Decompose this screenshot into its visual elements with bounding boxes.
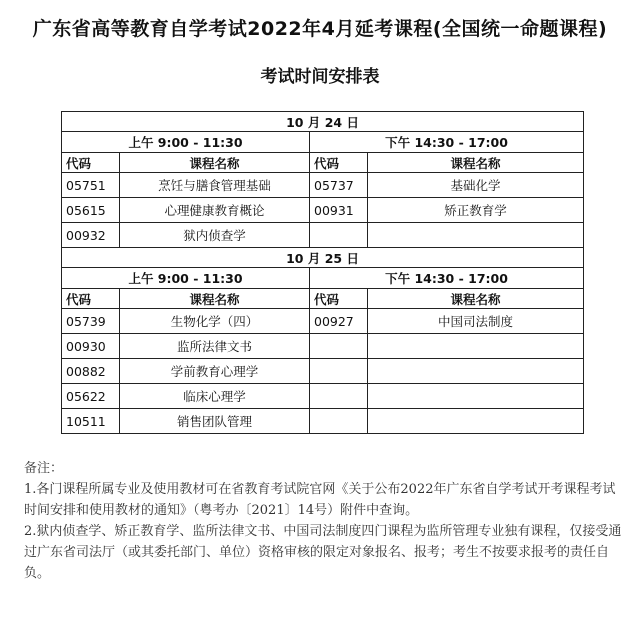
course-code: 00927 bbox=[310, 309, 368, 334]
date-row bbox=[62, 112, 584, 132]
afternoon-session-label: 下午 14:30 - 17:00 bbox=[310, 132, 584, 153]
course-name bbox=[368, 223, 584, 248]
table-row bbox=[62, 409, 584, 434]
header-row bbox=[62, 289, 584, 309]
course-name: 烹饪与膳食管理基础 bbox=[120, 173, 310, 198]
course-name-header: 课程名称 bbox=[120, 289, 310, 309]
code-header: 代码 bbox=[310, 289, 368, 309]
course-code: 10511 bbox=[62, 409, 120, 434]
course-code bbox=[310, 223, 368, 248]
document-title: 广东省高等教育自学考试2022年4月延考课程(全国统一命题课程) bbox=[32, 18, 608, 40]
afternoon-session-label: 下午 14:30 - 17:00 bbox=[310, 268, 584, 289]
table-row bbox=[62, 359, 584, 384]
course-code bbox=[310, 409, 368, 434]
exam-date: 10 月 24 日 bbox=[62, 112, 584, 132]
code-header: 代码 bbox=[62, 153, 120, 173]
course-name: 监所法律文书 bbox=[120, 334, 310, 359]
table-row bbox=[62, 173, 584, 198]
exam-date: 10 月 25 日 bbox=[62, 248, 584, 268]
notes-section bbox=[24, 458, 624, 584]
course-code: 05751 bbox=[62, 173, 120, 198]
course-code: 00932 bbox=[62, 223, 120, 248]
course-name: 狱内侦查学 bbox=[120, 223, 310, 248]
morning-session-label: 上午 9:00 - 11:30 bbox=[62, 268, 310, 289]
course-code bbox=[310, 334, 368, 359]
course-code: 00882 bbox=[62, 359, 120, 384]
course-name: 生物化学（四） bbox=[120, 309, 310, 334]
note-item-1: 1.各门课程所属专业及使用教材可在省教育考试院官网《关于公布2022年广东省自学考试开考课程考试时间安排和使用教材的通知》（粤考办〔2021〕14号）附件中查询。 bbox=[24, 482, 616, 518]
header-row bbox=[62, 153, 584, 173]
table-row bbox=[62, 384, 584, 409]
course-code: 05615 bbox=[62, 198, 120, 223]
course-code: 05622 bbox=[62, 384, 120, 409]
date-row bbox=[62, 248, 584, 268]
course-name: 销售团队管理 bbox=[120, 409, 310, 434]
course-code: 00931 bbox=[310, 198, 368, 223]
session-row bbox=[62, 132, 584, 153]
course-name bbox=[368, 359, 584, 384]
course-code bbox=[310, 384, 368, 409]
session-row bbox=[62, 268, 584, 289]
course-code: 00930 bbox=[62, 334, 120, 359]
course-name: 临床心理学 bbox=[120, 384, 310, 409]
course-name bbox=[368, 409, 584, 434]
course-code bbox=[310, 359, 368, 384]
code-header: 代码 bbox=[310, 153, 368, 173]
course-name: 基础化学 bbox=[368, 173, 584, 198]
exam-schedule-table bbox=[61, 111, 584, 434]
table-row bbox=[62, 198, 584, 223]
course-name: 中国司法制度 bbox=[368, 309, 584, 334]
course-name-header: 课程名称 bbox=[368, 153, 584, 173]
course-name: 矫正教育学 bbox=[368, 198, 584, 223]
code-header: 代码 bbox=[62, 289, 120, 309]
course-name-header: 课程名称 bbox=[368, 289, 584, 309]
table-row bbox=[62, 223, 584, 248]
course-name-header: 课程名称 bbox=[120, 153, 310, 173]
document-subtitle: 考试时间安排表 bbox=[260, 67, 380, 87]
course-code: 05737 bbox=[310, 173, 368, 198]
course-name: 学前教育心理学 bbox=[120, 359, 310, 384]
course-name: 心理健康教育概论 bbox=[120, 198, 310, 223]
notes-heading: 备注： bbox=[24, 461, 64, 476]
morning-session-label: 上午 9:00 - 11:30 bbox=[62, 132, 310, 153]
course-name bbox=[368, 334, 584, 359]
note-item-2: 2.狱内侦查学、矫正教育学、监所法律文书、中国司法制度四门课程为监所管理专业独有课程，仅接受通过广东省司法厅（或其委托部门、单位）资格审核的限定对象报名、报考；考生不按要求报考的责任自负。 bbox=[24, 524, 622, 581]
course-code: 05739 bbox=[62, 309, 120, 334]
course-name bbox=[368, 384, 584, 409]
table-row bbox=[62, 334, 584, 359]
table-row bbox=[62, 309, 584, 334]
